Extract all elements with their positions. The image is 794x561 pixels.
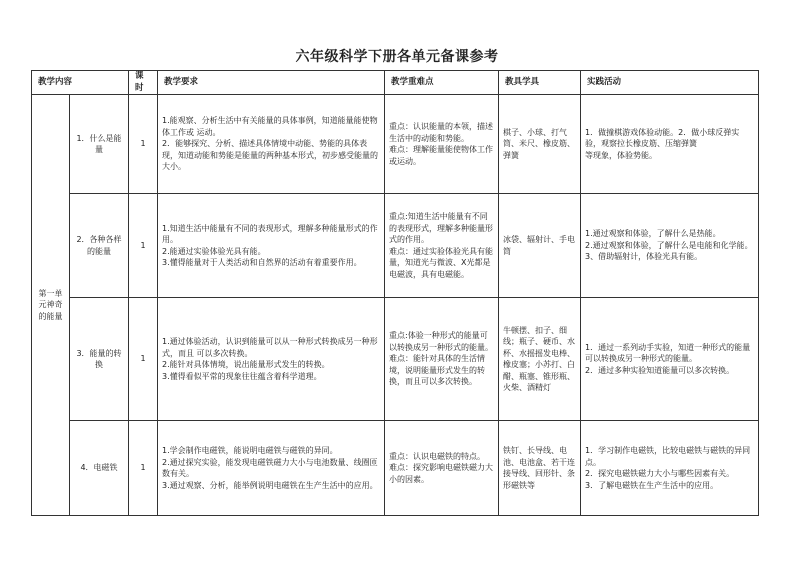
header-activities: 实践活动	[581, 71, 759, 95]
page-title: 六年级科学下册各单元备课参考	[295, 49, 499, 65]
activities-cell: 1．做撞棋游戏体验动能。2．做小球反弹实验，观察拉长橡皮筋、压缩弹簧 等现象，体验势能。	[581, 95, 759, 194]
lesson-hours: 1	[129, 298, 158, 421]
table-header-row	[32, 71, 759, 95]
activities-cell: 1．学习制作电磁铁，比较电磁铁与磁铁的异同点。 2．探究电磁铁磁力大小与哪些因素有关。 3．了解电磁铁在生产生活中的应用。	[581, 421, 759, 516]
table-row	[32, 421, 759, 516]
lesson-hours: 1	[129, 421, 158, 516]
table-row	[32, 298, 759, 421]
header-tools: 教具学具	[499, 71, 581, 95]
requirements-cell: 1.学会制作电磁铁，能说明电磁铁与磁铁的异同。 2.通过探究实验，能发现电磁铁磁力大小与电池数量、线圈匝数有关。 3.通过观察、分析，能举例说明电磁铁在生产生活中的应用。	[158, 421, 385, 516]
tools-cell: 牛顿摆、扣子、细线；瓶子、硬币、水杯、水摇摇发电棒、橡皮塞；小苏打、白醋、瓶塞、锥形瓶、火柴、酒精灯	[499, 298, 581, 421]
key-points-cell: 重点:体验一种形式的能量可以转换成另一种形式的能量。 难点：能针对具体的生活情境，说明能量形式发生的转换，而且可以多次转换。	[385, 298, 499, 421]
header-requirements: 教学要求	[158, 71, 385, 95]
requirements-cell: 1.知道生活中能量有不同的表现形式，理解多种能量形式的作用。 2.能通过实验体验光具有能。 3.懂得能量对于人类活动和自然界的活动有着重要作用。	[158, 194, 385, 298]
table-row	[32, 194, 759, 298]
lesson-plan-table	[31, 70, 759, 516]
lesson-hours: 1	[129, 194, 158, 298]
tools-cell: 棋子、小球、打气筒、米尺、橡皮筋、弹簧	[499, 95, 581, 194]
header-key-points: 教学重难点	[385, 71, 499, 95]
key-points-cell: 重点:知道生活中能量有不同的表现形式，理解多种能量形式的作用。 难点：通过实验体验光具有能量，知道光与微波、X光都是电磁波，具有电磁能。	[385, 194, 499, 298]
activities-cell: 1．通过一系列动手实验，知道一种形式的能量可以转换成另一种形式的能量。 2．通过多种实验知道能量可以多次转换。	[581, 298, 759, 421]
tools-cell: 铁钉、长导线、电池、电池盒、若干连接导线、回形针、条形磁铁等	[499, 421, 581, 516]
lesson-title: 4．电磁铁	[70, 421, 129, 516]
requirements-cell: 1.能观察、分析生活中有关能量的具体事例，知道能量能使物体工作或 运动。 2．能够探究、分析、描述具体情境中动能、势能的具体表现，知道动能和势能是能量的两种基本形式，初步感受能量的大小。	[158, 95, 385, 194]
tools-cell: 冰袋、辐射计、手电筒	[499, 194, 581, 298]
lesson-title: 1．什么是能量	[70, 95, 129, 194]
key-points-cell: 重点：认识能量的本领，描述生活中的动能和势能。 难点：理解能量能使物体工作或运动。	[385, 95, 499, 194]
header-content: 教学内容	[32, 71, 129, 95]
lesson-title: 3．能量的转换	[70, 298, 129, 421]
lesson-hours: 1	[129, 95, 158, 194]
key-points-cell: 重点：认识电磁铁的特点。 难点：探究影响电磁铁磁力大小的因素。	[385, 421, 499, 516]
requirements-cell: 1.通过体验活动，认识到能量可以从一种形式转换成另一种形式，而且 可以多次转换。 2.能针对具体情境，说出能量形式发生的转换。 3.懂得看似平常的现象往往蕴含着科学道理。	[158, 298, 385, 421]
activities-cell: 1.通过观察和体验，了解什么是热能。 2.通过观察和体验，了解什么是电能和化学能。 3、借助辐射计，体验光具有能。	[581, 194, 759, 298]
table-row	[32, 95, 759, 194]
header-hours: 课时	[129, 71, 158, 95]
lesson-title: 2．各种各样的能量	[70, 194, 129, 298]
unit-name: 第一单元神奇的能量	[32, 95, 70, 516]
